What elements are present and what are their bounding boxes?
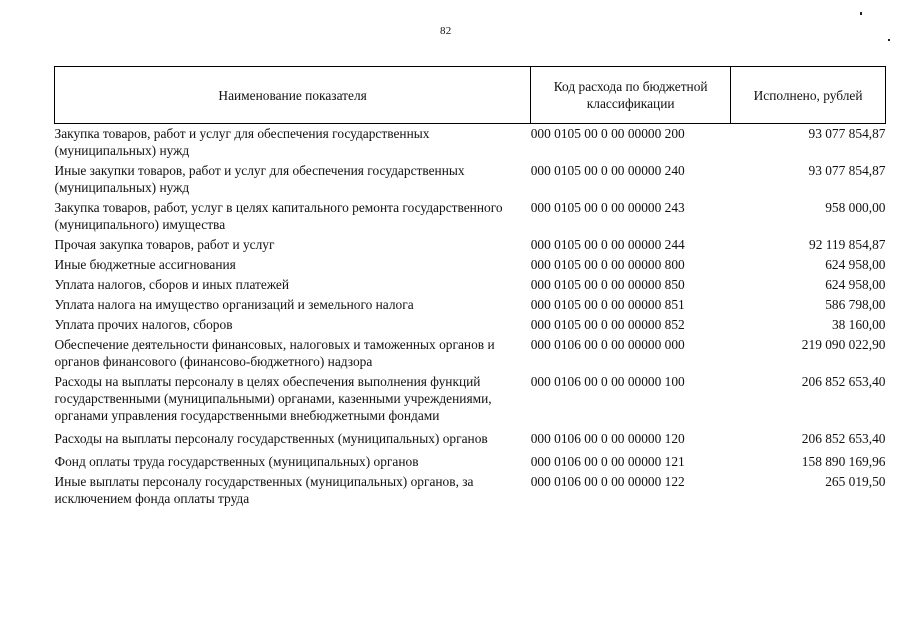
row-amount: 219 090 022,90 <box>801 337 886 352</box>
table-row <box>55 372 886 429</box>
row-code: 000 0105 00 0 00 00000 852 <box>530 317 685 332</box>
row-name: Закупка товаров, работ и услуг для обеспечения государственных (муниципальных) нужд <box>54 126 430 158</box>
table-row <box>55 429 886 452</box>
row-code: 000 0106 00 0 00 00000 121 <box>530 454 685 469</box>
row-code: 000 0105 00 0 00 00000 243 <box>530 200 685 215</box>
row-amount: 206 852 653,40 <box>801 431 886 446</box>
row-code: 000 0105 00 0 00 00000 244 <box>530 237 685 252</box>
row-code: 000 0105 00 0 00 00000 850 <box>530 277 685 292</box>
table-row <box>55 235 886 255</box>
table-row <box>55 255 886 275</box>
row-name: Иные закупки товаров, работ и услуг для обеспечения государственных (муниципальных) нужд <box>54 163 465 195</box>
budget-table <box>54 66 886 509</box>
table-row <box>55 335 886 372</box>
row-name: Закупка товаров, работ, услуг в целях капитального ремонта государственного (муниципального) имущества <box>54 200 503 232</box>
page-number: 82 <box>440 25 452 37</box>
row-amount: 624 958,00 <box>825 257 886 272</box>
table-row <box>55 452 886 472</box>
row-name: Иные выплаты персоналу государственных (муниципальных) органов, за исключением фонда оплаты труда <box>54 474 474 506</box>
table-row <box>55 315 886 335</box>
header-name: Наименование показателя <box>55 67 531 124</box>
row-amount: 92 119 854,87 <box>809 237 886 252</box>
row-code: 000 0105 00 0 00 00000 240 <box>530 163 685 178</box>
table-header-row <box>55 67 886 124</box>
row-name: Расходы на выплаты персоналу в целях обеспечения выполнения функций государственными (муниципальными) органами, казенными учреждениями, органами управления государственными внебюджетными фондами <box>54 374 492 423</box>
row-amount: 206 852 653,40 <box>801 374 886 389</box>
row-code: 000 0106 00 0 00 00000 100 <box>530 374 685 389</box>
row-name: Уплата налога на имущество организаций и земельного налога <box>54 297 414 312</box>
table-row <box>55 161 886 198</box>
row-amount: 265 019,50 <box>825 474 886 489</box>
header-amount: Исполнено, рублей <box>731 67 886 124</box>
row-code: 000 0105 00 0 00 00000 200 <box>530 126 685 141</box>
row-name: Обеспечение деятельности финансовых, налоговых и таможенных органов и органов финансового (финансово-бюджетного) надзора <box>54 337 495 369</box>
row-amount: 158 890 169,96 <box>801 454 886 469</box>
row-amount: 586 798,00 <box>825 297 886 312</box>
row-code: 000 0106 00 0 00 00000 122 <box>530 474 685 489</box>
row-amount: 958 000,00 <box>825 200 886 215</box>
row-name: Фонд оплаты труда государственных (муниципальных) органов <box>54 454 419 469</box>
table-row <box>55 295 886 315</box>
row-code: 000 0105 00 0 00 00000 851 <box>530 297 685 312</box>
row-code: 000 0106 00 0 00 00000 120 <box>530 431 685 446</box>
table-row <box>55 472 886 509</box>
row-name: Прочая закупка товаров, работ и услуг <box>54 237 275 252</box>
row-name: Расходы на выплаты персоналу государственных (муниципальных) органов <box>54 431 488 446</box>
row-amount: 624 958,00 <box>825 277 886 292</box>
row-code: 000 0105 00 0 00 00000 800 <box>530 257 685 272</box>
row-code: 000 0106 00 0 00 00000 000 <box>530 337 685 352</box>
row-amount: 93 077 854,87 <box>808 163 886 178</box>
table-row <box>55 124 886 162</box>
row-name: Уплата налогов, сборов и иных платежей <box>54 277 290 292</box>
table-row <box>55 275 886 295</box>
table-row <box>55 198 886 235</box>
row-amount: 38 160,00 <box>831 317 886 332</box>
row-name: Иные бюджетные ассигнования <box>54 257 236 272</box>
row-name: Уплата прочих налогов, сборов <box>54 317 233 332</box>
scan-speck <box>860 12 862 15</box>
row-amount: 93 077 854,87 <box>808 126 886 141</box>
header-code: Код расхода по бюджетной классификации <box>531 67 731 124</box>
scan-speck <box>888 39 890 41</box>
